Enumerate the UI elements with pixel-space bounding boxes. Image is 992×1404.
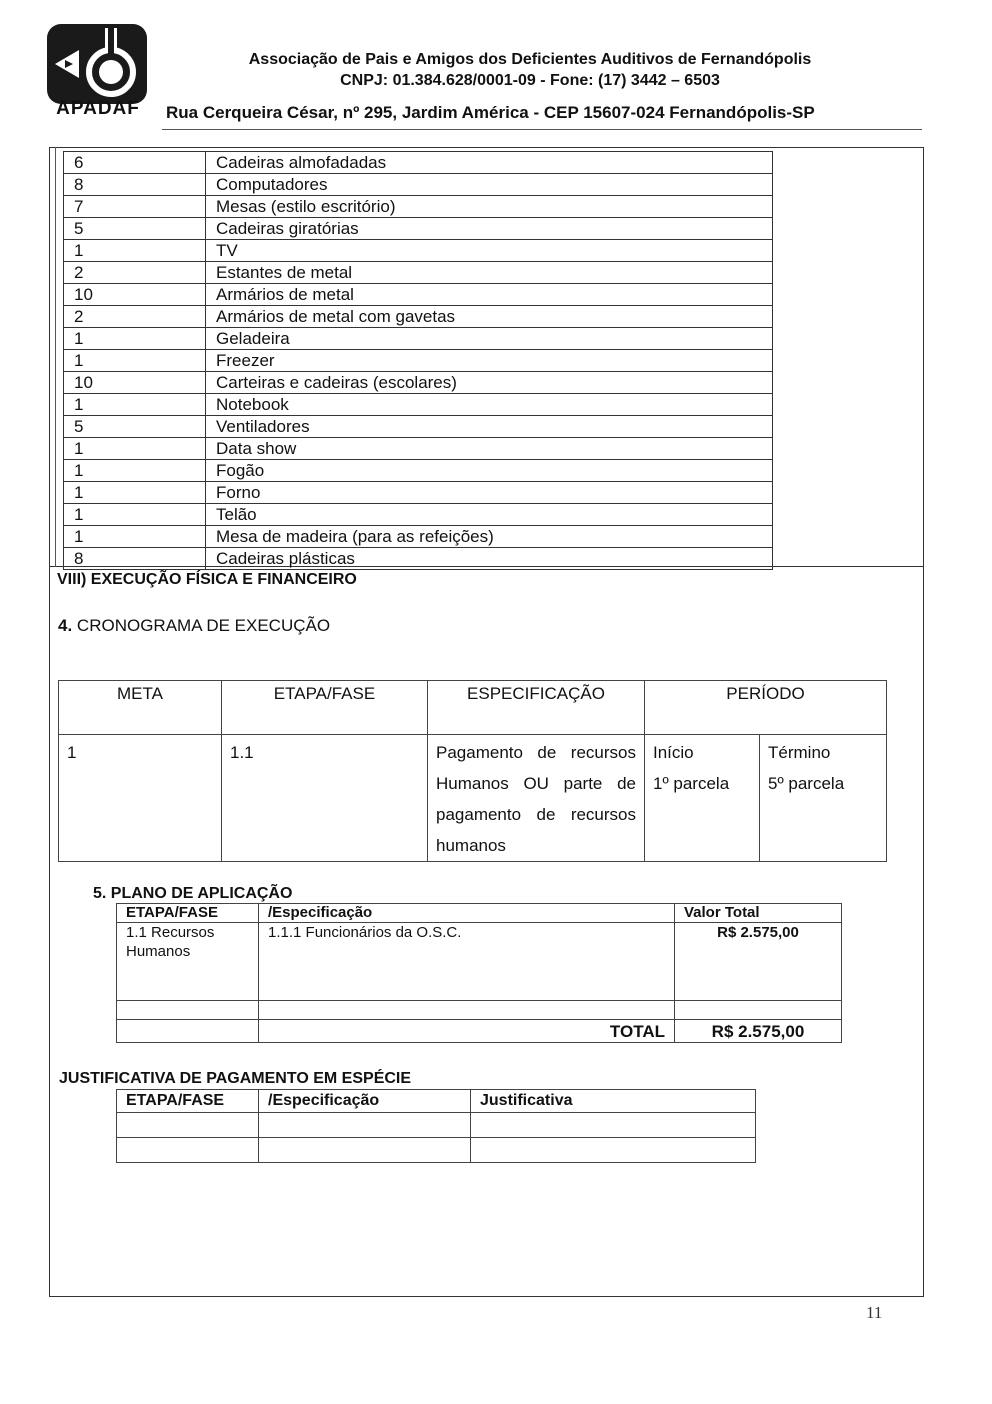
equipment-qty: 1 (64, 438, 206, 460)
equipment-item: TV (206, 240, 773, 262)
justificativa-header-row (117, 1090, 756, 1113)
table-row (64, 284, 773, 306)
just-empty-cell (259, 1113, 471, 1138)
equipment-qty: 8 (64, 174, 206, 196)
plano-total-row (117, 1020, 842, 1043)
equipment-qty: 7 (64, 196, 206, 218)
justificativa-title: JUSTIFICATIVA DE PAGAMENTO EM ESPÉCIE (59, 1070, 412, 1087)
section-4-label: CRONOGRAMA DE EXECUÇÃO (76, 616, 331, 635)
equipment-qty: 1 (64, 482, 206, 504)
plano-empty-cell (117, 1020, 259, 1043)
table-row (64, 526, 773, 548)
cell-etapa: 1.1 (222, 735, 428, 862)
plano-header-etapa: ETAPA/FASE (117, 904, 259, 923)
equipment-item: Cadeiras almofadadas (206, 152, 773, 174)
header-periodo: PERÍODO (645, 681, 887, 735)
table-row (117, 1138, 756, 1163)
equipment-qty: 1 (64, 394, 206, 416)
just-empty-cell (471, 1138, 756, 1163)
logo-wordmark: APADAF (56, 98, 140, 119)
plano-cell-especificacao: 1.1.1 Funcionários da O.S.C. (259, 923, 675, 1001)
equipment-item: Armários de metal com gavetas (206, 306, 773, 328)
table-row (64, 482, 773, 504)
table-row (64, 306, 773, 328)
section-4-title (58, 616, 330, 636)
equipment-item: Forno (206, 482, 773, 504)
plano-aplicacao-table (116, 903, 842, 1043)
cell-inicio (645, 735, 760, 862)
equipment-table (63, 151, 773, 570)
table-row (64, 262, 773, 284)
plano-empty-cell (259, 1001, 675, 1020)
equipment-qty: 10 (64, 284, 206, 306)
equipment-item: Mesa de madeira (para as refeições) (206, 526, 773, 548)
termino-value: 5º parcela (768, 774, 845, 793)
section-4-number: 4. (58, 616, 73, 635)
apadaf-logo (45, 22, 149, 106)
equipment-qty: 1 (64, 526, 206, 548)
just-header-justificativa: Justificativa (471, 1090, 756, 1113)
table-row (64, 460, 773, 482)
equipment-qty: 1 (64, 350, 206, 372)
table-row (64, 152, 773, 174)
plano-empty-cell (675, 1001, 842, 1020)
equipment-qty: 8 (64, 548, 206, 570)
equipment-item: Ventiladores (206, 416, 773, 438)
equipment-item: Estantes de metal (206, 262, 773, 284)
table-row (117, 923, 842, 1001)
plano-header-valor: Valor Total (675, 904, 842, 923)
equipment-item: Telão (206, 504, 773, 526)
just-header-etapa: ETAPA/FASE (117, 1090, 259, 1113)
equipment-qty: 1 (64, 504, 206, 526)
termino-label: Término (768, 743, 831, 762)
table-row (64, 548, 773, 570)
equipment-item: Data show (206, 438, 773, 460)
plano-header-row (117, 904, 842, 923)
table-row (64, 372, 773, 394)
inicio-value: 1º parcela (653, 774, 730, 793)
equipment-item: Geladeira (206, 328, 773, 350)
equipment-qty: 2 (64, 306, 206, 328)
justificativa-table (116, 1089, 756, 1163)
header-etapa: ETAPA/FASE (222, 681, 428, 735)
plano-empty-cell (117, 1001, 259, 1020)
just-header-especificacao: /Especificação (259, 1090, 471, 1113)
header-rule (162, 129, 922, 130)
org-address: Rua Cerqueira César, nº 295, Jardim América - CEP 15607-024 Fernandópolis-SP (166, 103, 815, 122)
just-empty-cell (117, 1138, 259, 1163)
table-row (64, 438, 773, 460)
equipment-item: Carteiras e cadeiras (escolares) (206, 372, 773, 394)
just-empty-cell (259, 1138, 471, 1163)
table-row (117, 1001, 842, 1020)
table-row (59, 735, 887, 862)
equipment-qty: 2 (64, 262, 206, 284)
equipment-item: Cadeiras giratórias (206, 218, 773, 240)
equipment-qty: 5 (64, 416, 206, 438)
plano-total-label: TOTAL (259, 1020, 675, 1043)
page-number: 11 (866, 1303, 883, 1322)
inicio-label: Início (653, 743, 694, 762)
just-empty-cell (117, 1113, 259, 1138)
cronograma-header-row (59, 681, 887, 735)
section-5-title: 5. PLANO DE APLICAÇÃO (93, 885, 293, 902)
equipment-qty: 5 (64, 218, 206, 240)
cronograma-table (58, 680, 887, 862)
frame-inner-line (55, 147, 56, 567)
table-row (64, 196, 773, 218)
plano-total-value: R$ 2.575,00 (675, 1020, 842, 1043)
table-row (117, 1113, 756, 1138)
table-row (64, 174, 773, 196)
plano-header-especificacao: /Especificação (259, 904, 675, 923)
cell-meta: 1 (59, 735, 222, 862)
plano-cell-valor: R$ 2.575,00 (675, 923, 842, 1001)
header-especificacao: ESPECIFICAÇÃO (428, 681, 645, 735)
equipment-item: Freezer (206, 350, 773, 372)
cnpj-phone: CNPJ: 01.384.628/0001-09 - Fone: (17) 3442 – 6503 (340, 72, 720, 89)
equipment-qty: 1 (64, 460, 206, 482)
cell-termino (760, 735, 887, 862)
equipment-item: Fogão (206, 460, 773, 482)
cell-especificacao: Pagamento de recursos Humanos OU parte de pagamento de recursos humanos (428, 735, 645, 862)
just-empty-cell (471, 1113, 756, 1138)
table-row (64, 504, 773, 526)
equipment-item: Computadores (206, 174, 773, 196)
table-row (64, 416, 773, 438)
equipment-item: Notebook (206, 394, 773, 416)
equipment-qty: 1 (64, 328, 206, 350)
table-row (64, 394, 773, 416)
table-row (64, 350, 773, 372)
equipment-qty: 1 (64, 240, 206, 262)
equipment-qty: 10 (64, 372, 206, 394)
header-meta: META (59, 681, 222, 735)
equipment-qty: 6 (64, 152, 206, 174)
table-row (64, 240, 773, 262)
plano-cell-etapa: 1.1 Recursos Humanos (117, 923, 259, 1001)
org-name: Associação de Pais e Amigos dos Deficientes Auditivos de Fernandópolis (248, 51, 812, 68)
equipment-item: Cadeiras plásticas (206, 548, 773, 570)
table-row (64, 328, 773, 350)
equipment-item: Mesas (estilo escritório) (206, 196, 773, 218)
section-viii-title: VIII) EXECUÇÃO FÍSICA E FINANCEIRO (57, 571, 357, 588)
table-row (64, 218, 773, 240)
equipment-item: Armários de metal (206, 284, 773, 306)
